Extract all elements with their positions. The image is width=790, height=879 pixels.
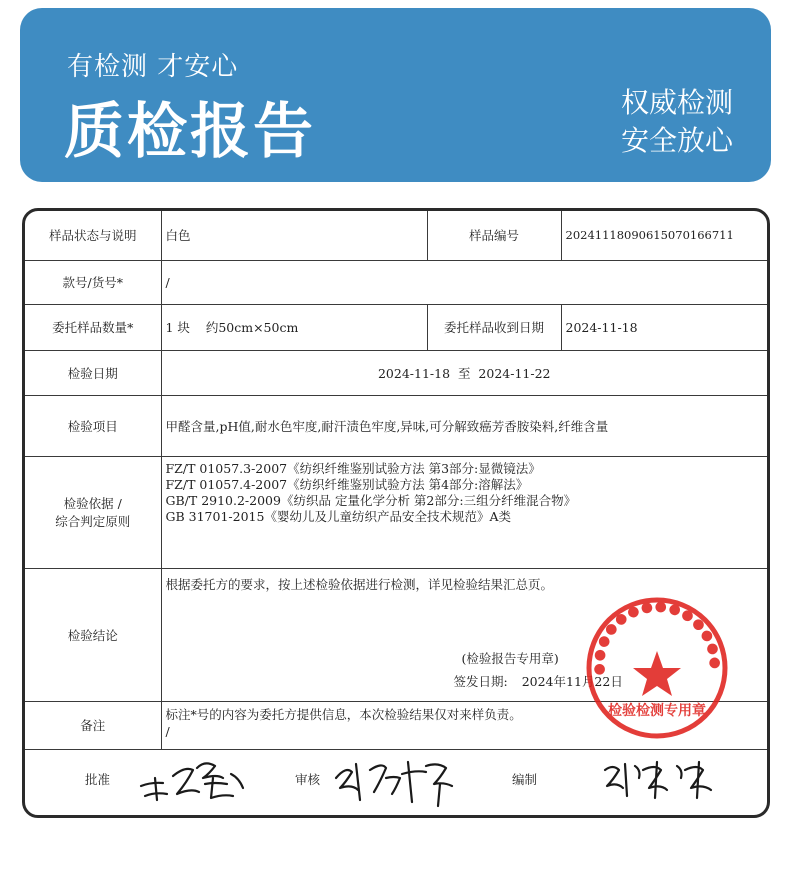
banner-slogan-line1: 权威检测 — [620, 86, 733, 119]
header-banner — [20, 8, 771, 182]
received-date-value: 2024-11-18 — [561, 304, 767, 350]
approve-label: 批准 — [85, 772, 111, 787]
basis-line: GB/T 2910.2-2009《纺织品 定量化学分析 第2部分:三组分纤维混合物》 — [165, 492, 577, 508]
issue-date-label: 签发日期: — [453, 673, 508, 689]
sample-no-label: 样品编号 — [427, 211, 561, 260]
basis-line: FZ/T 01057.4-2007《纺织纤维鉴别试验方法 第4部分:溶解法》 — [165, 476, 529, 492]
table-row — [25, 350, 767, 395]
inspection-report — [22, 208, 770, 818]
conclusion-text: 根据委托方的要求，按上述检验依据进行检测，详见检验结果汇总页。 — [165, 576, 554, 592]
table-row — [25, 211, 767, 260]
report-table — [25, 211, 767, 750]
test-date-label: 检验日期 — [25, 350, 161, 395]
quantity-value: 1 块 约50cm×50cm — [161, 304, 427, 350]
seal-star-icon — [633, 651, 681, 696]
conclusion-label: 检验结论 — [25, 568, 161, 701]
remark-line1: 标注*号的内容为委托方提供信息，本次检验结果仅对来样负责。 — [165, 706, 522, 722]
approver-signature — [133, 748, 263, 810]
banner-subtitle: 有检测 才安心 — [67, 52, 239, 82]
remark-label: 备注 — [25, 701, 161, 749]
prepare-label: 编制 — [512, 772, 538, 787]
table-row — [25, 395, 767, 456]
table-row — [25, 304, 767, 350]
svg-text:●●●●●●●●●●●●●●: ●●●●●●●●●●●●●● — [590, 597, 723, 676]
quantity-label: 委托样品数量* — [25, 304, 161, 350]
basis-line: GB 31701-2015《婴幼儿及儿童纺织产品安全技术规范》A类 — [165, 508, 511, 524]
signature-row — [25, 746, 767, 815]
table-row — [25, 568, 767, 701]
test-basis-label-line2: 综合判定原则 — [55, 514, 131, 529]
sample-status-label: 样品状态与说明 — [25, 211, 161, 260]
banner-slogan — [621, 84, 733, 160]
test-basis-label — [25, 456, 161, 568]
test-date-value: 2024-11-18 至 2024-11-22 — [161, 350, 767, 395]
reviewer-signature — [330, 748, 470, 810]
table-row — [25, 456, 767, 568]
seal-note: (检验报告专用章) — [461, 650, 559, 666]
basis-line: FZ/T 01057.3-2007《纺织纤维鉴别试验方法 第3部分:显微镜法》 — [165, 460, 541, 476]
style-no-label: 款号/货号* — [25, 260, 161, 304]
preparer-signature — [595, 748, 725, 810]
test-items-value: 甲醛含量,pH值,耐水色牢度,耐汗渍色牢度,异味,可分解致癌芳香胺染料,纤维含量 — [161, 395, 767, 456]
sample-status-value: 白色 — [161, 211, 427, 260]
test-basis-label-line1: 检验依据 / — [63, 496, 122, 511]
seal-bottom-text: 检验检测专用章 — [607, 702, 706, 719]
banner-title: 质检报告 — [64, 97, 316, 167]
style-no-value: / — [161, 260, 767, 304]
received-date-label: 委托样品收到日期 — [427, 304, 561, 350]
test-items-label: 检验项目 — [25, 395, 161, 456]
official-seal-stamp — [582, 593, 732, 743]
remark-line2: / — [165, 723, 170, 739]
issue-date-value: 2024年11月22日 — [521, 673, 623, 689]
test-basis-value — [161, 456, 767, 568]
table-row — [25, 260, 767, 304]
sample-no-value: 20241118090615070166711 — [561, 211, 767, 260]
banner-slogan-line2: 安全放心 — [620, 124, 733, 157]
review-label: 审核 — [295, 772, 321, 787]
